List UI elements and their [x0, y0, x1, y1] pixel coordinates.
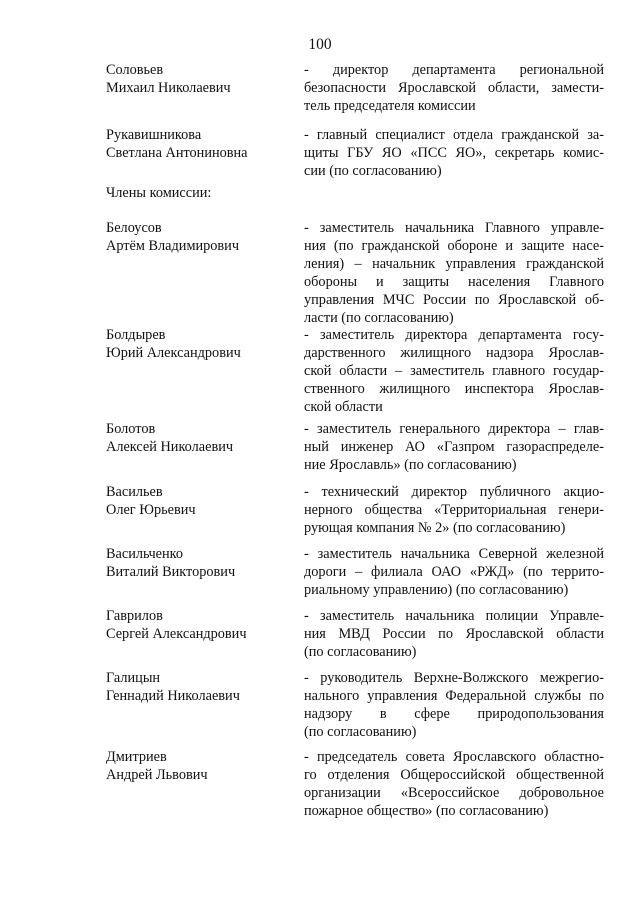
member-surname: Васильченко — [106, 546, 183, 562]
position-text-line: ственного жилищного инспектора Ярослав- — [304, 381, 604, 397]
position-text-line: ления) – начальник управления гражданской — [304, 256, 604, 272]
position-text-line: - заместитель генерального директора – глав- — [304, 421, 604, 437]
member-surname: Соловьев — [106, 62, 164, 78]
member-surname: Болотов — [106, 421, 156, 437]
member-name — [106, 545, 296, 581]
member-given-names: Светлана Антониновна — [106, 145, 248, 161]
member-position — [304, 126, 604, 180]
position-text-line: - председатель совета Ярославского областно- — [304, 749, 604, 765]
member-name — [106, 669, 296, 705]
member-given-names: Виталий Викторович — [106, 564, 236, 580]
position-text-line: пожарное общество» (по согласованию) — [304, 803, 549, 819]
member-given-names: Андрей Львович — [106, 767, 208, 783]
member-position — [304, 607, 604, 661]
position-text-line: щиты ГБУ ЯО «ПСС ЯО», секретарь комис- — [304, 145, 604, 161]
position-text-line: риальному управлению) (по согласованию) — [304, 582, 569, 598]
position-text-line: сии (по согласованию) — [304, 163, 442, 179]
position-text-line: ния МВД России по Ярославской области — [304, 626, 604, 642]
position-text-line: - технический директор публичного акцио- — [304, 484, 604, 500]
position-text-line: организации «Всероссийское добровольное — [304, 785, 604, 801]
page-number: 100 — [308, 36, 332, 53]
position-text-line: - заместитель начальника Северной железной — [304, 546, 604, 562]
members-heading: Члены комиссии: — [106, 185, 212, 201]
position-text-line: рующая компания № 2» (по согласованию) — [304, 520, 566, 536]
position-text-line: - руководитель Верхне-Волжского межрегио- — [304, 670, 604, 686]
member-given-names: Михаил Николаевич — [106, 80, 231, 96]
member-surname: Васильев — [106, 484, 163, 500]
position-text-line: - директор департамента региональной — [304, 62, 604, 78]
position-text-line: ние Ярославль» (по согласованию) — [304, 457, 517, 473]
member-given-names: Артём Владимирович — [106, 238, 240, 254]
member-surname: Галицын — [106, 670, 161, 686]
member-surname: Белоусов — [106, 220, 162, 236]
member-position — [304, 483, 604, 537]
position-text-line: го отделения Общероссийской общественной — [304, 767, 604, 783]
position-text-line: нерного общества «Территориальная генери- — [304, 502, 604, 518]
position-text-line: ный инженер АО «Газпром газораспределе- — [304, 439, 604, 455]
position-text-line: ласти (по согласованию) — [304, 310, 454, 326]
member-given-names: Сергей Александрович — [106, 626, 247, 642]
member-position — [304, 219, 604, 327]
member-name — [106, 326, 296, 362]
member-name — [106, 61, 296, 97]
member-given-names: Алексей Николаевич — [106, 439, 234, 455]
position-text-line: ния (по гражданской обороне и защите насе- — [304, 238, 604, 254]
member-given-names: Геннадий Николаевич — [106, 688, 240, 704]
position-text-line: - заместитель директора департамента госу- — [304, 327, 604, 343]
member-given-names: Олег Юрьевич — [106, 502, 196, 518]
member-name — [106, 219, 296, 255]
position-text-line: - заместитель начальника Главного управле- — [304, 220, 604, 236]
member-name — [106, 420, 296, 456]
position-text-line: управления МЧС России по Ярославской об- — [304, 292, 604, 308]
member-surname: Рукавишникова — [106, 127, 202, 143]
member-name — [106, 126, 296, 162]
position-text-line: безопасности Ярославской области, замести- — [304, 80, 604, 96]
member-position — [304, 326, 604, 416]
position-text-line: тель председателя комиссии — [304, 98, 476, 114]
member-name — [106, 607, 296, 643]
member-surname: Болдырев — [106, 327, 166, 343]
member-position — [304, 748, 604, 820]
member-position — [304, 420, 604, 474]
position-text-line: - главный специалист отдела гражданской за- — [304, 127, 604, 143]
position-text-line: (по согласованию) — [304, 644, 417, 660]
position-text-line: дороги – филиала ОАО «РЖД» (по террито- — [304, 564, 604, 580]
member-position — [304, 669, 604, 741]
member-surname: Гаврилов — [106, 608, 163, 624]
position-text-line: нального управления Федеральной службы по — [304, 688, 604, 704]
member-name — [106, 748, 296, 784]
position-text-line: дарственного жилищного надзора Ярослав- — [304, 345, 604, 361]
position-text-line: (по согласованию) — [304, 724, 417, 740]
member-given-names: Юрий Александрович — [106, 345, 241, 361]
position-text-line: обороны и защиты населения Главного — [304, 274, 604, 290]
member-position — [304, 545, 604, 599]
position-text-line: ской области — [304, 399, 383, 415]
member-position — [304, 61, 604, 115]
position-text-line: надзору в сфере природопользования — [304, 706, 604, 722]
position-text-line: - заместитель начальника полиции Управле- — [304, 608, 604, 624]
member-name — [106, 483, 296, 519]
position-text-line: ской области – заместитель главного государ- — [304, 363, 604, 379]
member-surname: Дмитриев — [106, 749, 167, 765]
